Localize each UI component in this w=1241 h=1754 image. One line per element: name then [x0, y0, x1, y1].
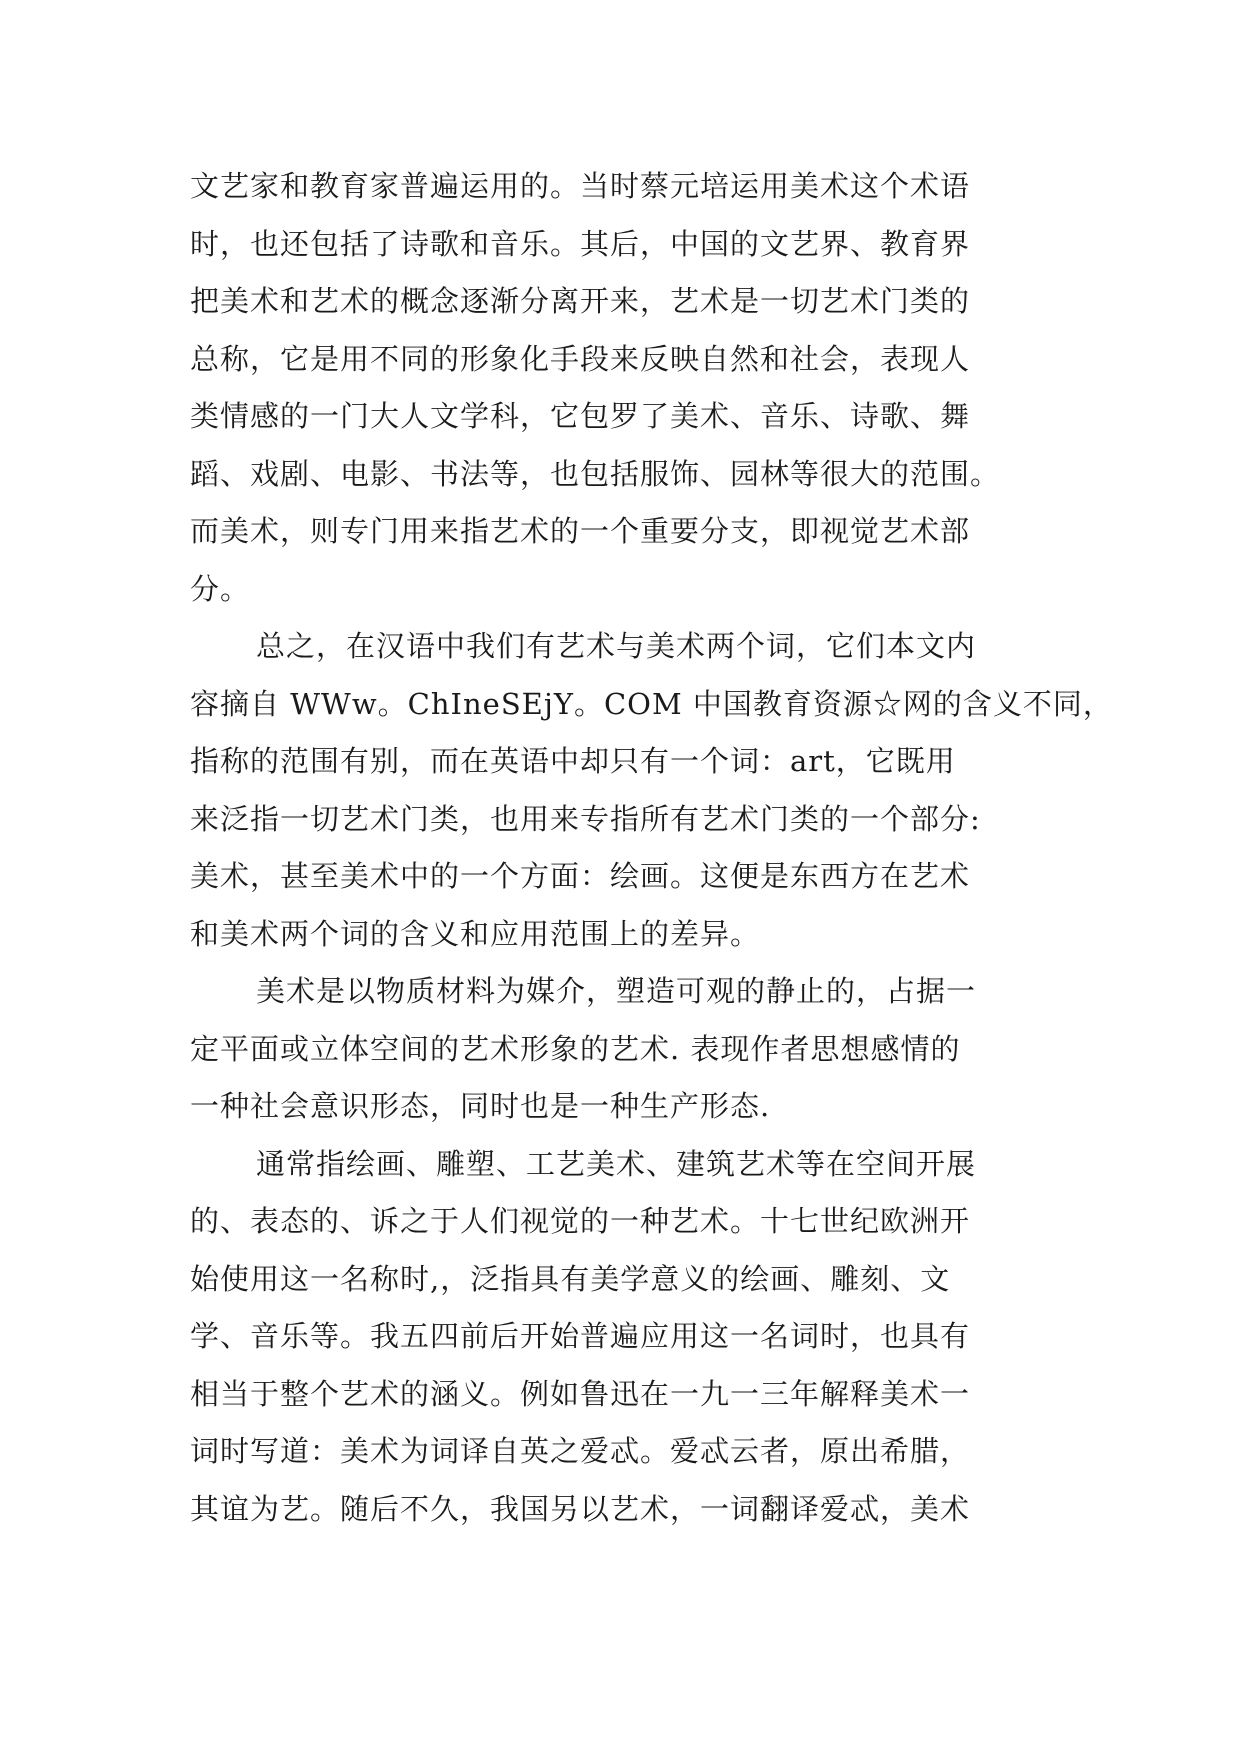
- text-line-11: 指称的范围有别，而在英语中却只有一个词：art，它既用: [190, 744, 956, 778]
- text-line-4: 总称，它是用不同的形象化手段来反映自然和社会，表现人: [190, 341, 971, 376]
- text-line-7: 而美术，则专门用来指艺术的一个重要分支，即视觉艺术部: [190, 514, 971, 548]
- text-line-9: 总之，在汉语中我们有艺术与美术两个词，它们本文内: [256, 629, 977, 663]
- text-line-18: 通常指绘画、雕塑、工艺美术、建筑艺术等在空间开展: [256, 1146, 977, 1181]
- text-line-10: 容摘自 WWw。ChIneSEjY。COM 中国教育资源☆网的含义不同，: [190, 686, 1113, 721]
- text-line-24: 其谊为艺。随后不久，我国另以艺术，一词翻译爱忒，美术: [190, 1491, 971, 1526]
- text-line-21: 学、音乐等。我五四前后开始普遍应用这一名词时，也具有: [190, 1319, 971, 1353]
- text-line-14: 和美术两个词的含义和应用范围上的差异。: [190, 916, 761, 951]
- text-line-8: 分。: [190, 571, 251, 606]
- text-line-2: 时，也还包括了诗歌和音乐。其后，中国的文艺界、教育界: [190, 226, 971, 261]
- text-line-22: 相当于整个艺术的涵义。例如鲁迅在一九一三年解释美术一: [190, 1376, 971, 1411]
- text-line-16: 定平面或立体空间的艺术形象的艺术. 表现作者思想感情的: [190, 1031, 961, 1066]
- text-line-13: 美术，甚至美术中的一个方面：绘画。这便是东西方在艺术: [190, 859, 971, 893]
- text-line-5: 类情感的一门大人文学科，它包罗了美术、音乐、诗歌、舞: [190, 399, 971, 433]
- text-line-15: 美术是以物质材料为媒介，塑造可观的静止的，占据一: [256, 974, 977, 1008]
- text-line-17: 一种社会意识形态，同时也是一种生产形态.: [190, 1089, 771, 1123]
- text-line-19: 的、表态的、诉之于人们视觉的一种艺术。十七世纪欧洲开: [190, 1204, 971, 1238]
- text-line-20: 始使用这一名称时,，泛指具有美学意义的绘画、雕刻、文: [190, 1261, 951, 1296]
- body-text: [190, 158, 1113, 1538]
- text-line-6: 蹈、戏剧、电影、书法等，也包括服饰、园林等很大的范围。: [190, 456, 1001, 491]
- text-line-23: 词时写道：美术为词译自英之爱忒。爱忒云者，原出希腊，: [190, 1434, 971, 1468]
- text-line-3: 把美术和艺术的概念逐渐分离开来，艺术是一切艺术门类的: [190, 284, 971, 318]
- text-line-12: 来泛指一切艺术门类，也用来专指所有艺术门类的一个部分:: [190, 801, 981, 836]
- text-line-1: 文艺家和教育家普遍运用的。当时蔡元培运用美术这个术语: [190, 169, 971, 203]
